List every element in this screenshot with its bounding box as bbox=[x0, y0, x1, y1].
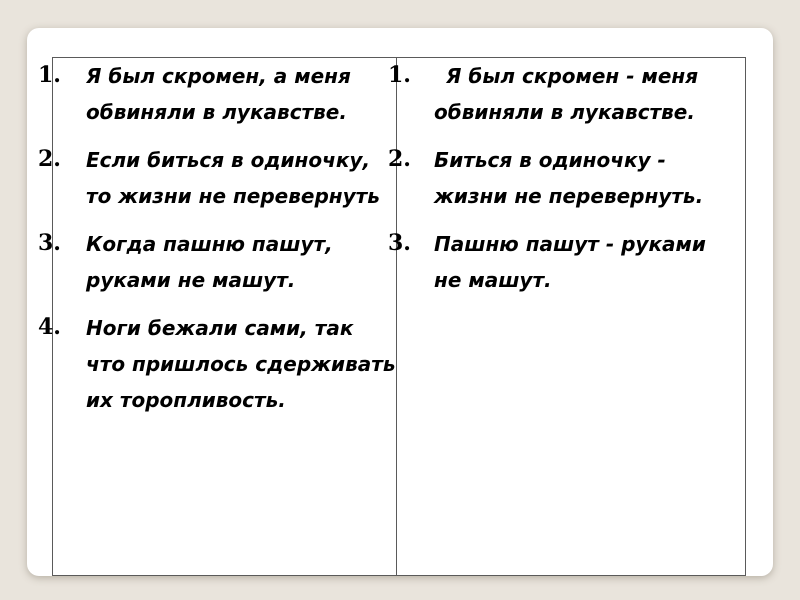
list-item bbox=[38, 226, 396, 298]
item-text: Я был скромен - меня обвиняли в лукавстве. bbox=[434, 64, 699, 124]
list-item bbox=[388, 142, 740, 214]
right-list bbox=[388, 58, 740, 298]
item-number: 2. bbox=[388, 146, 411, 172]
list-item bbox=[38, 310, 396, 418]
list-item bbox=[38, 142, 396, 214]
list-item bbox=[38, 58, 396, 130]
item-number: 1. bbox=[38, 62, 61, 88]
item-text: Я был скромен, а меня обвиняли в лукавстве. bbox=[86, 64, 351, 124]
item-number: 1. bbox=[388, 62, 411, 88]
item-number: 3. bbox=[388, 230, 411, 256]
left-list bbox=[38, 58, 396, 418]
item-number: 3. bbox=[38, 230, 61, 256]
item-text: Ноги бежали сами, так что пришлось сдерживать их торопливость. bbox=[86, 316, 396, 412]
item-text: Пашню пашут - руками не машут. bbox=[434, 232, 706, 292]
item-text: Биться в одиночку - жизни не перевернуть. bbox=[434, 148, 704, 208]
item-number: 2. bbox=[38, 146, 61, 172]
list-item bbox=[388, 226, 740, 298]
item-text: Если биться в одиночку, то жизни не перевернуть bbox=[86, 148, 380, 208]
item-number: 4. bbox=[38, 314, 61, 340]
right-column bbox=[388, 58, 740, 310]
left-column bbox=[38, 58, 396, 430]
list-item bbox=[388, 58, 740, 130]
item-text: Когда пашню пашут, руками не машут. bbox=[86, 232, 333, 292]
